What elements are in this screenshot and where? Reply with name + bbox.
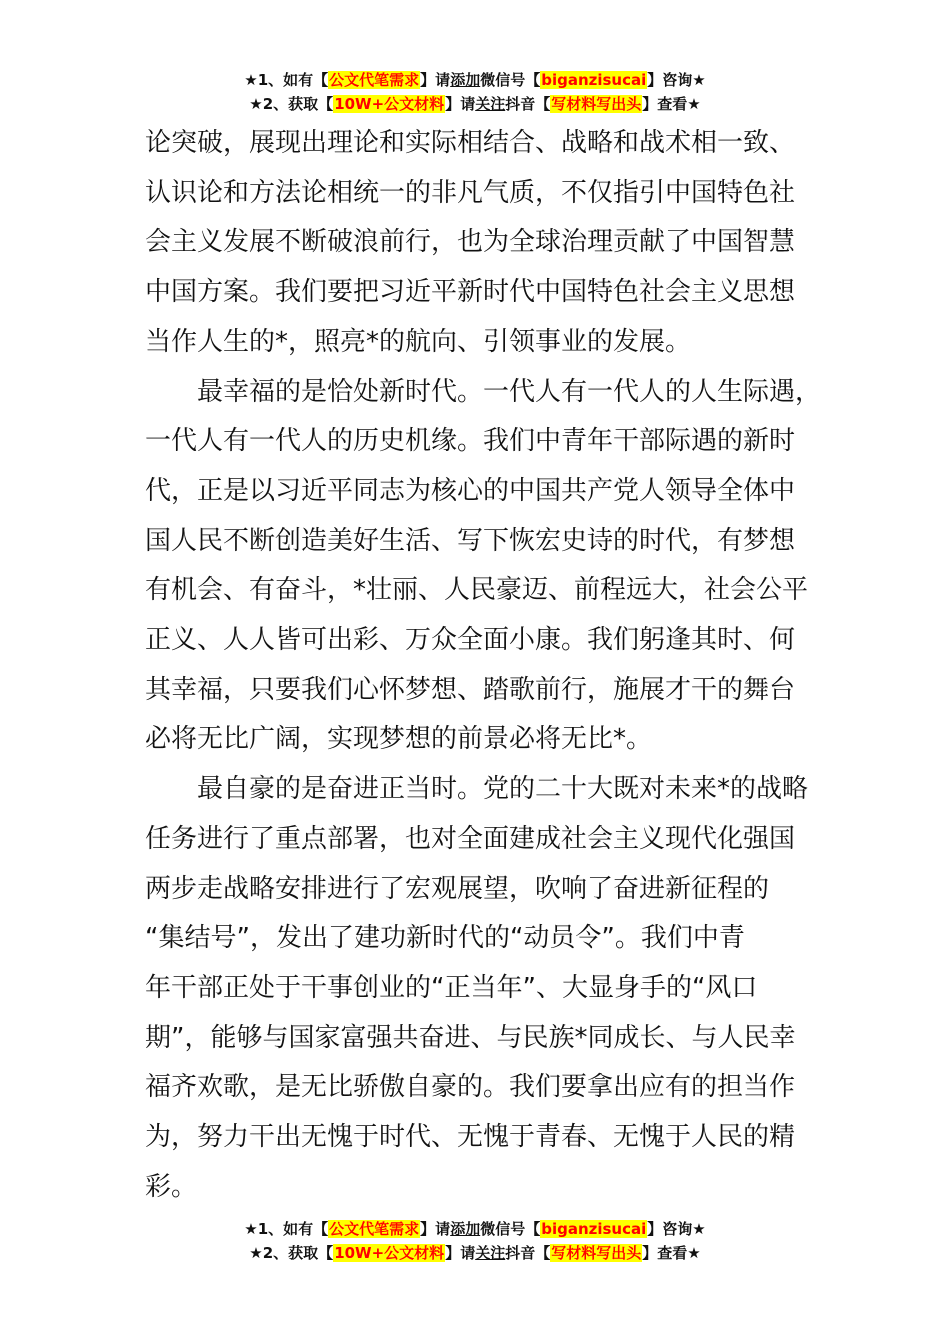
header-highlight-materials: 10W+公文材料 <box>334 95 445 113</box>
text-line: 最自豪的是奋进正当时。党的二十大既对未来*的战略 <box>197 774 809 805</box>
text-line: 福齐欢歌，是无比骄傲自豪的。我们要拿出应有的担当作 <box>145 1072 796 1103</box>
document-body <box>145 119 835 1212</box>
footer-line-2-text-a: 2、获取【 <box>262 1244 334 1262</box>
text-line: 认识论和方法论相统一的非凡气质，不仅指引中国特色社 <box>145 177 796 208</box>
text-line: 正义、人人皆可出彩、万众全面小康。我们躬逢其时、何 <box>145 625 796 656</box>
footer-line-2 <box>0 1241 950 1265</box>
header-line-2-text-a: 2、获取【 <box>262 95 334 113</box>
header-underline-add: 添加 <box>450 71 481 89</box>
header-line-1-text-a: 1、如有【 <box>257 71 329 89</box>
text-line: 年干部正处于干事创业的“正当年”、大显身手的“风口 <box>145 972 758 1003</box>
footer-highlight-douyin-account[interactable]: 写材料写出头 <box>551 1244 642 1262</box>
header-line-1 <box>0 68 950 92</box>
header-line-2-text-d: 】查看★ <box>642 95 701 113</box>
footer-line-1-text-a: 1、如有【 <box>257 1220 329 1238</box>
text-line: 彩。 <box>145 1171 198 1202</box>
footer-line-2-text-b: 】请 <box>445 1244 476 1262</box>
star-icon: ★ <box>249 1244 263 1262</box>
text-line: 当作人生的*，照亮*的航向、引领事业的发展。 <box>145 326 692 357</box>
header-banner <box>0 68 950 116</box>
text-line: 最幸福的是恰处新时代。一代人有一代人的人生际遇， <box>197 376 822 407</box>
footer-highlight-wechat-id[interactable]: biganzisucai <box>541 1220 647 1238</box>
header-highlight-ghostwriting: 公文代笔需求 <box>329 71 420 89</box>
header-highlight-douyin-account[interactable]: 写材料写出头 <box>551 95 642 113</box>
paragraph-2 <box>145 368 835 766</box>
text-line: 会主义发展不断破浪前行，也为全球治理贡献了中国智慧 <box>145 227 796 258</box>
text-line: 必将无比广阔，实现梦想的前景必将无比*。 <box>145 724 653 755</box>
paragraph-1 <box>145 119 835 368</box>
header-underline-follow: 关注 <box>475 95 506 113</box>
text-line: 中国方案。我们要把习近平新时代中国特色社会主义思想 <box>145 277 796 308</box>
footer-underline-add: 添加 <box>450 1220 481 1238</box>
footer-line-1-text-b: 】请 <box>420 1220 451 1238</box>
text-line: 其幸福，只要我们心怀梦想、踏歌前行，施展才干的舞台 <box>145 674 796 705</box>
text-line: 为，努力干出无愧于时代、无愧于青春、无愧于人民的精 <box>145 1122 796 1153</box>
text-line: 两步走战略安排进行了宏观展望，吹响了奋进新征程的 <box>145 873 770 904</box>
header-line-2 <box>0 92 950 116</box>
header-line-2-text-b: 】请 <box>445 95 476 113</box>
text-line: “集结号”，发出了建功新时代的“动员令”。我们中青 <box>145 923 745 954</box>
footer-line-2-text-d: 】查看★ <box>642 1244 701 1262</box>
star-icon: ★ <box>244 1220 258 1238</box>
footer-line-1-text-d: 】咨询★ <box>647 1220 706 1238</box>
header-line-2-text-c: 抖音【 <box>505 95 551 113</box>
star-icon: ★ <box>249 95 263 113</box>
footer-line-1 <box>0 1217 950 1241</box>
text-line: 有机会、有奋斗，*壮丽、人民豪迈、前程远大，社会公平 <box>145 575 809 606</box>
footer-highlight-materials: 10W+公文材料 <box>334 1244 445 1262</box>
footer-banner <box>0 1217 950 1265</box>
header-highlight-wechat-id[interactable]: biganzisucai <box>541 71 647 89</box>
text-line: 论突破，展现出理论和实际相结合、战略和战术相一致、 <box>145 128 796 158</box>
header-line-1-text-b: 】请 <box>420 71 451 89</box>
text-line: 一代人有一代人的历史机缘。我们中青年干部际遇的新时 <box>145 426 796 457</box>
header-line-1-text-c: 微信号【 <box>480 71 541 89</box>
paragraph-3 <box>145 765 835 1212</box>
footer-highlight-ghostwriting: 公文代笔需求 <box>329 1220 420 1238</box>
text-line: 代，正是以习近平同志为核心的中国共产党人领导全体中 <box>145 475 796 506</box>
footer-line-2-text-c: 抖音【 <box>505 1244 551 1262</box>
footer-line-1-text-c: 微信号【 <box>480 1220 541 1238</box>
text-line: 国人民不断创造美好生活、写下恢宏史诗的时代，有梦想 <box>145 525 796 556</box>
text-line: 期”，能够与国家富强共奋进、与民族*同成长、与人民幸 <box>145 1022 796 1053</box>
footer-underline-follow: 关注 <box>475 1244 506 1262</box>
star-icon: ★ <box>244 71 258 89</box>
header-line-1-text-d: 】咨询★ <box>647 71 706 89</box>
text-line: 任务进行了重点部署，也对全面建成社会主义现代化强国 <box>145 823 796 854</box>
